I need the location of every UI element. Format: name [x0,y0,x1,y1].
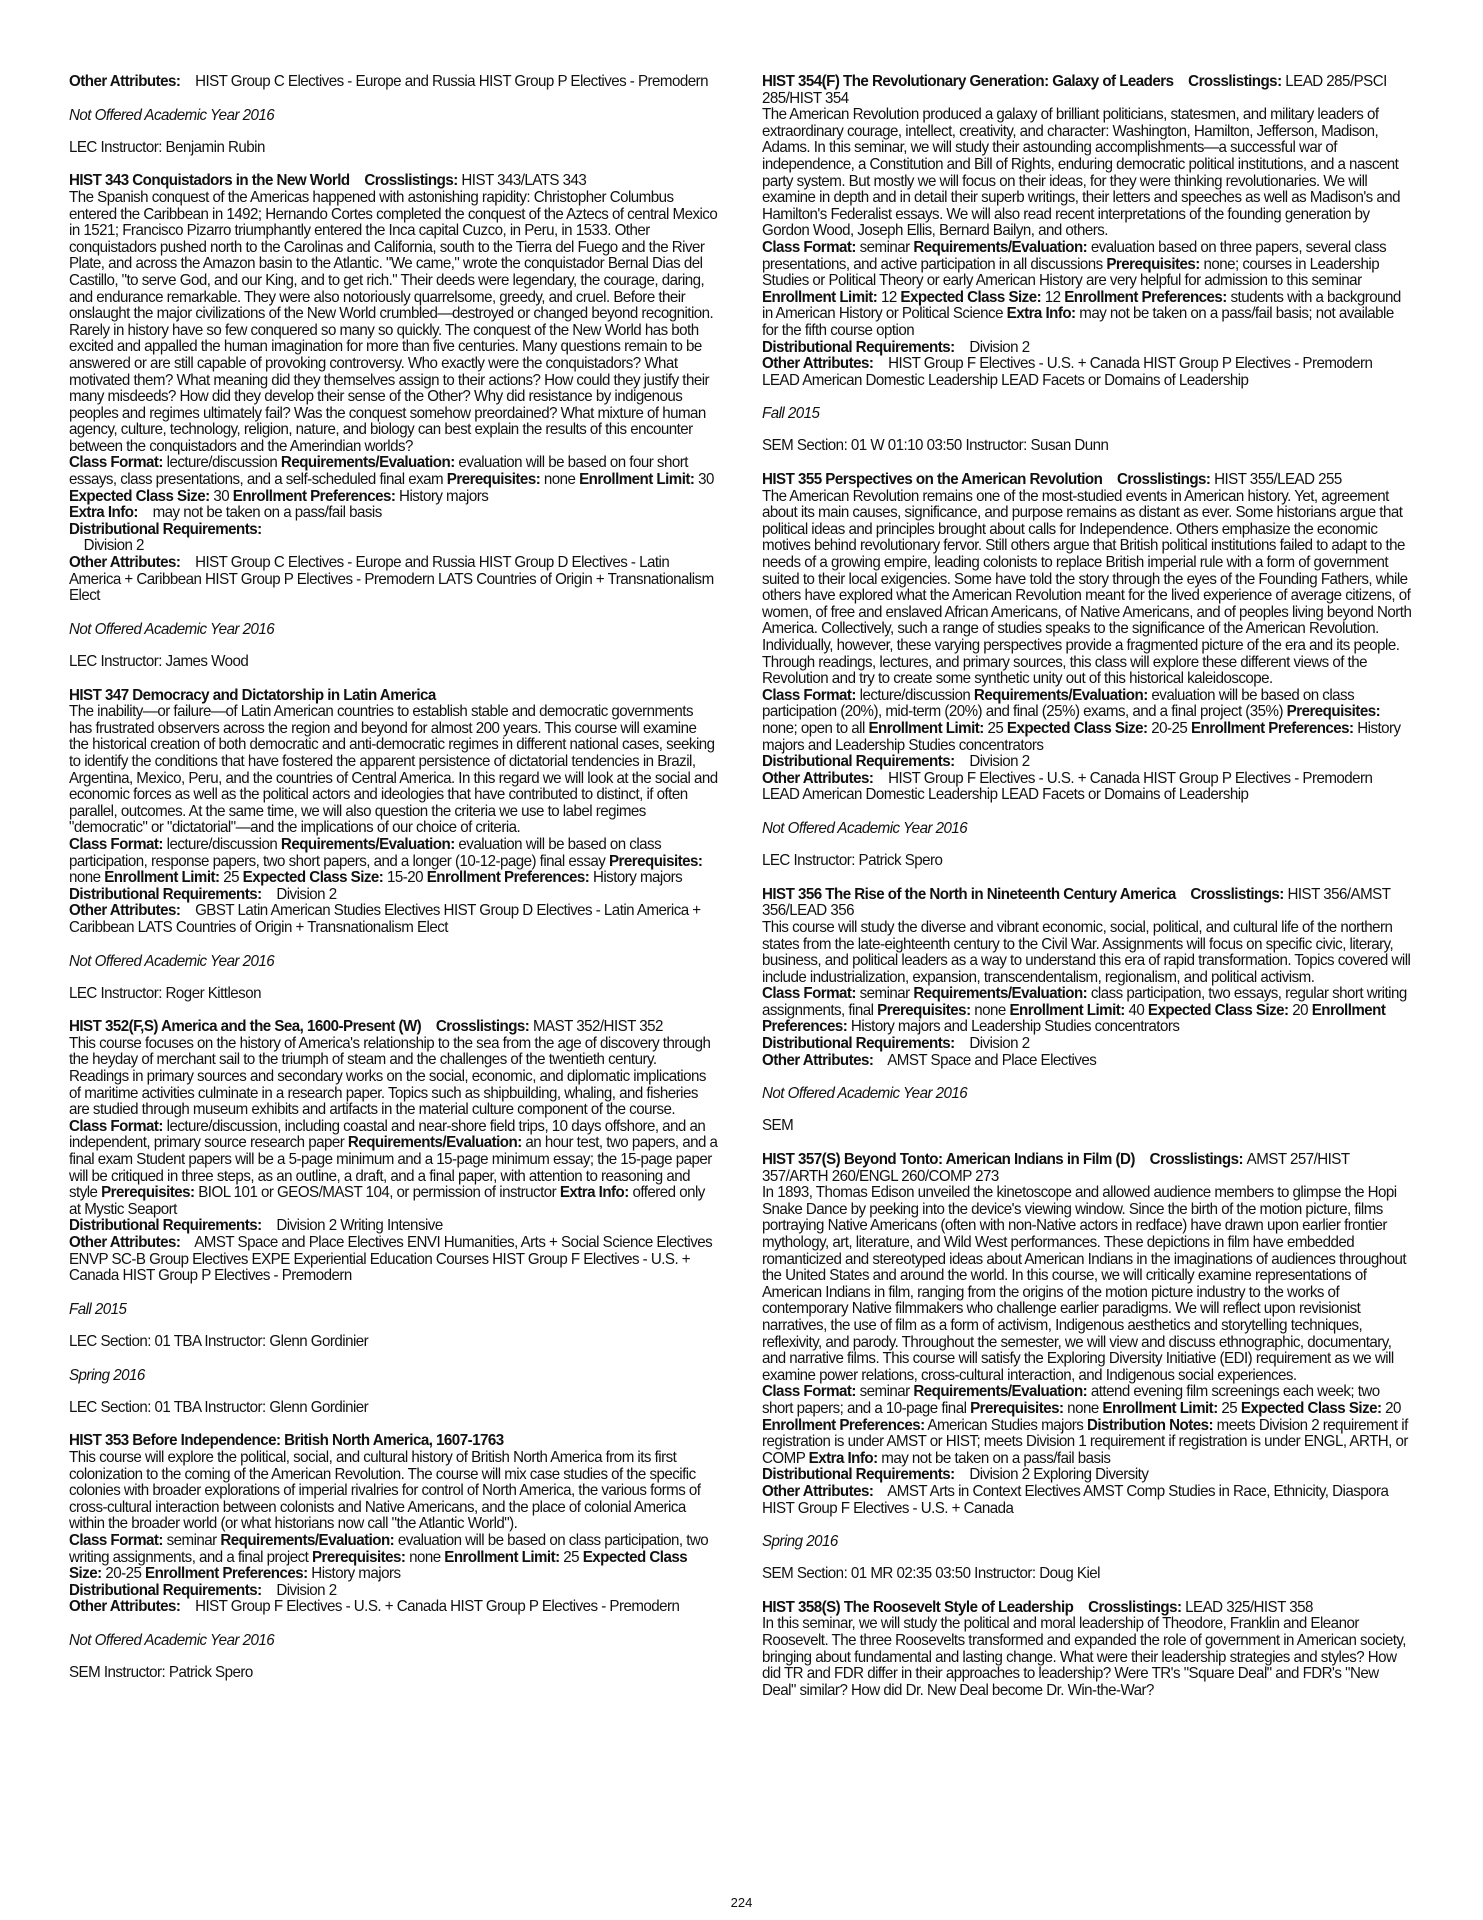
course-fields [762,1384,1412,1467]
course-title: HIST 347 Democracy and Dictatorship in Latin America [69,686,436,704]
field-label: Requirements/Evaluation: [280,454,455,472]
course-title: HIST 356 The Rise of the North in Nineteenth Century America [762,885,1176,903]
field-label: Prerequisites: [970,1399,1064,1417]
field-value: none [69,869,101,887]
field-label: Other Attributes: [69,1598,181,1616]
course-heading [762,1152,1412,1185]
crosslistings-label: Crosslistings: [364,172,458,190]
course-title: HIST 352(F,S) America and the Sea, 1600-Present (W) [69,1018,422,1036]
section-term: Fall 2015 [762,405,820,423]
section-line: SEM Instructor: Patrick Spero [69,1664,253,1682]
field-value: Division 2 Writing Intensive [276,1217,443,1235]
field-label: Expected Class Size: [1006,719,1148,737]
field-label: Distribution Notes: [1086,1416,1213,1434]
field-label: Prerequisites: [877,1001,971,1019]
field-value: 25 [223,869,239,887]
intro-block [69,74,719,91]
field-label: Enrollment Preferences: [762,1001,1386,1036]
field-value: lecture/discussion [166,835,278,853]
field-label: Class Format: [69,835,163,853]
field-label: Enrollment Preferences: [232,487,396,505]
field-label: Requirements/Evaluation: [347,1134,522,1152]
course-block [69,173,719,604]
field-value: Division 2 [969,1035,1030,1053]
field-label: Enrollment Preferences: [1064,288,1227,306]
field-value: History majors [592,869,683,887]
course-fields [69,455,719,505]
course-block [69,1433,719,1616]
field-value: lecture/discussion [859,686,971,704]
field-value: students with a background in American History or Political Science [762,288,1401,323]
field-label: Distributional Requirements: [69,520,262,538]
field-value: AMST Space and Place Electives [887,1051,1097,1069]
course-description: This course will study the diverse and vibrant economic, social, political, and cultural life of the northern states from the late-eighteenth century to the Civil War. Assignments will focus on specific civic, literary, business, and political leaders as a way to understand this era of rapid transformation. Topics covered will include industrialization, expansion, transcendentalism, regionalism, and political activism. [762,918,1411,986]
field-label: Prerequisites: [101,1184,195,1202]
course-extra-line [762,1467,1412,1484]
field-value: BIOL 101 or GEOS/MAST 104, or permission of instructor [198,1184,557,1202]
field-value: 30 [698,471,714,489]
course-extra-line [762,1484,1412,1517]
field-value: 20-25 [105,1565,142,1583]
course-extra-line [69,505,719,522]
field-value: may not be taken on a pass/fail basis; not available for the fifth course option [762,305,1394,339]
field-value: attend evening film screenings each week; two short papers; and a 10-page final [762,1383,1380,1417]
field-label: Enrollment Limit: [1102,1399,1218,1417]
field-value: 20-25 [1151,719,1188,737]
course-title: HIST 353 Before Independence: British North America, 1607-1763 [69,1432,504,1450]
field-value: HIST Group F Electives - U.S. + Canada HIST Group P Electives - Premodern LEAD American Domestic Leadership LEAD Facets or Domains of Leadership [762,769,1373,804]
field-label: Prerequisites: [446,471,541,489]
field-value: lecture/discussion [166,454,278,472]
course-block [762,887,1412,1070]
section-block [69,954,719,1003]
field-value: none [543,471,576,489]
field-label: Extra Info: [559,1184,629,1202]
field-label: Distributional Requirements: [762,1466,955,1484]
course-description: The American Revolution produced a galaxy of brilliant politicians, statesmen, and military leaders of extraordinary courage, intellect, creativity, and character: Washington, Hamilton, Jefferson, Madison, Adams. In this seminar, we will study their astounding accomplishments—a successful war of independence, a Constitution and Bill of Rights, enduring democratic political institutions, and a nascent party system. But mostly we will focus on their ideas, for they were thinking revolutionaries. We will examine in depth and in detail their superb writings, their letters and speeches as well as Madison's and Hamilton's Federalist essays. We will also read recent interpretations of the founding generation by Gordon Wood, Joseph Ellis, Bernard Bailyn, and others. [762,106,1401,240]
field-value: evaluation will be based on class participation, two writing assignments, and a final project [69,1531,709,1566]
field-label: Enrollment Preferences: [145,1565,308,1583]
course-fields [762,240,1412,340]
course-extra-line [69,1583,719,1600]
field-label: Distributional Requirements: [762,1035,955,1053]
field-label: Prerequisites: [1286,703,1381,721]
field-label: Class Format: [69,1117,163,1135]
field-label: Distributional Requirements: [69,885,262,903]
crosslistings-value: LEAD 285/PSCI 285/HIST 354 [762,73,1387,107]
course-extra-line [69,1235,719,1285]
field-label: Other Attributes: [69,554,181,572]
section-term: Spring 2016 [69,1366,145,1384]
field-value: seminar [166,1531,217,1549]
page-number: 224 [730,1895,753,1910]
field-value: may not be taken on a pass/fail basis [152,504,382,522]
course-block [762,74,1412,389]
course-fields [69,1533,719,1583]
section-line: LEC Instructor: Benjamin Rubin [69,138,265,156]
section-block [762,821,1412,870]
crosslistings-value: HIST 355/LEAD 255 [1214,471,1342,489]
course-extra-line [762,771,1412,804]
field-label: Other Attributes: [762,355,874,373]
field-label: Other Attributes: [762,1482,874,1500]
field-label: Distributional Requirements: [69,1581,262,1599]
section-block [69,1633,719,1682]
field-value: 40 [1128,1001,1145,1019]
field-value: none [409,1548,441,1566]
course-title: HIST 354(F) The Revolutionary Generation: Galaxy of Leaders [762,73,1174,90]
field-value: seminar [859,985,910,1003]
field-label: Requirements/Evaluation: [913,1383,1088,1401]
section-term: Not Offered Academic Year 2016 [69,620,275,638]
field-label: Prerequisites: [608,852,703,870]
section-block [69,622,719,671]
field-label: Expected Class Size: [242,869,384,887]
course-fields [69,837,719,887]
field-value: AMST Space and Place Electives ENVI Humanities, Arts + Social Science Electives ENVP SC-B Group Electives EXPE Experiential Education Courses HIST Group F Electives - U.S. + Canada HIST Group P Electives - Premodern [69,1234,713,1285]
field-value: none; courses in Leadership Studies or Political Theory or early American History are very helpful for admission to this seminar [762,255,1380,290]
field-value: an hour test, two papers, and a final exam Student papers will be a 5-page minimum and a 15-page minimum essay; the 15-page paper will be critiqued in three steps, as an outline, a draft, and a final paper, with attention to reasoning and style [69,1134,718,1202]
field-value: Division 2 [276,1581,337,1599]
field-label: Extra Info: [69,504,138,522]
field-label: Enrollment Limit: [762,288,878,306]
course-fields [762,986,1412,1036]
right-column [762,74,1412,1716]
field-label: Enrollment Preferences: [426,869,590,887]
course-heading [762,887,1412,920]
field-label: Other Attributes: [69,1234,181,1251]
field-label: Class Format: [69,454,163,472]
field-value: none [1067,1399,1099,1417]
field-label: Prerequisites: [311,1548,406,1566]
section-term: Not Offered Academic Year 2016 [69,106,275,124]
course-extra-line [762,1036,1412,1053]
course-heading [69,1019,719,1036]
field-value: Division 2 [83,537,144,555]
section-block [762,406,1412,455]
field-value: History majors [399,487,489,505]
course-heading [762,74,1412,107]
crosslistings-label: Crosslistings: [1149,1151,1243,1169]
field-value: 25 [987,719,1004,737]
course-fields [762,688,1412,754]
field-value: HIST Group F Electives - U.S. + Canada HIST Group P Electives - Premodern LEAD American Domestic Leadership LEAD Facets or Domains of Leadership [762,355,1373,389]
field-label: Class Format: [69,1531,163,1549]
course-extra-line [69,555,719,605]
course-description: The American Revolution remains one of the most-studied events in American history. Yet, agreement about its main causes, significance, and purpose remains as distant as ever. Some historians argue that political ideas and principles brought about calls for Independence. Others emphasize the economic motives behind revolutionary fervor. Still others argue that British political institutions failed to adapt to the needs of a growing empire, leading colonists to replace British imperial rule with a form of government suited to their local exigencies. Some have told the story through the eyes of the Founding Fathers, while others have explored what the American Revolution meant for the lived experience of average citizens, of women, of free and enslaved African Americans, of Native Americans, and of peoples living beyond North America. Collectively, such a range of studies speaks to the significance of the American Revolution. Individually, however, these varying perspectives provide a fragmented picture of the era and its people. Through readings, lectures, and primary sources, this class will explore these different views of the Revolution and try to create some synthetic unity out of this historical kaleidoscope. [762,487,1412,688]
course-description: The inability—or failure—of Latin American countries to establish stable and democratic governments has frustrated observers across the region and beyond for almost 200 years. This course will examine the historical creation of both democratic and anti-democratic regimes in different national cases, seeking to identify the conditions that have fostered the apparent persistence of dictatorial tendencies in Brazil, Argentina, Mexico, Peru, and the countries of Central America. In this regard we will look at the social and economic forces as well as the political actors and ideologies that have contributed to distinct, if often parallel, outcomes. At the same time, we will also question the criteria we use to label regimes "democratic" or "dictatorial"—and the implications of our choice of criteria. [69,703,718,837]
course-block [762,1152,1412,1517]
course-block [69,1019,719,1285]
course-extra-line [69,522,719,539]
field-label: Other Attributes: [762,1051,874,1069]
crosslistings-label: Crosslistings: [1088,1598,1182,1616]
field-value: none; open to all [762,719,865,737]
section-line: LEC Instructor: Roger Kittleson [69,984,261,1002]
course-title: HIST 343 Conquistadors in the New World [69,172,350,190]
section-term: Fall 2015 [69,1300,127,1318]
left-column [69,74,719,1699]
course-description: In 1893, Thomas Edison unveiled the kinetoscope and allowed audience members to glimpse the Hopi Snake Dance by peeking into the device's viewing window. Since the birth of the motion picture, films portraying Native Americans (often with non-Native actors in redface) have drawn upon earlier frontier mythology, art, literature, and Wild West performances. These depictions in film have embedded romanticized and stereotyped ideas about American Indians in the imaginations of audiences throughout the United States and around the world. In this course, we will critically examine representations of American Indians in film, ranging from the origins of the motion picture industry to the works of contemporary Native filmmakers who challenge earlier paradigms. We will reflect upon revisionist narratives, the use of film as a form of activism, Indigenous aesthetics and storytelling techniques, reflexivity, and parody. Throughout the semester, we will view and discuss ethnographic, documentary, and narrative films. This course will satisfy the Exploring Diversity Initiative (EDI) requirement as we will examine power relations, cross-cultural interaction, and Indigenous social experiences. [762,1184,1407,1384]
field-label: Prerequisites: [1106,255,1200,273]
field-value: 20 [1385,1399,1401,1417]
section-block [69,1368,719,1417]
field-value: Division 2 Exploring Diversity [969,1466,1149,1484]
field-value: 30 [213,487,230,505]
crosslistings-value: LEAD 325/HIST 358 [1185,1598,1313,1616]
field-label: Requirements/Evaluation: [220,1531,395,1549]
crosslistings-value: AMST 257/HIST 357/ARTH 260/ENGL 260/COMP 273 [762,1151,1350,1185]
field-label: Class Format: [762,1383,856,1401]
field-value: History majors and Leadership Studies concentrators [762,719,1401,754]
course-heading [69,688,719,705]
course-description: This course focuses on the history of America's relationship to the sea from the age of discovery through the heyday of merchant sail to the triumph of steam and the challenges of the twentieth century. Readings in primary sources and secondary works on the social, economic, and diplomatic implications of maritime activities culminate in a research paper. Topics such as shipbuilding, whaling, and fisheries are studied through museum exhibits and artifacts in the material culture component of the course. [69,1034,711,1119]
field-value: 15-20 [386,869,424,887]
field-value: evaluation based on three papers, several class presentations, and active participation in all discussions [762,238,1387,273]
field-label: Other Attributes: [762,769,874,787]
course-extra-line [762,356,1412,389]
field-value: may not be taken on a pass/fail basis [881,1449,1111,1467]
field-value: seminar [859,238,910,256]
field-value: Division 2 [276,885,337,903]
course-heading [69,1433,719,1450]
section-line: SEM Section: 01 W 01:10 03:50 Instructor: Susan Dunn [762,437,1109,455]
course-heading [69,173,719,190]
field-value: GBST Latin American Studies Electives HIST Group D Electives - Latin America + Caribbean LATS Countries of Origin + Transnationalism Elect [69,902,701,936]
section-line: SEM [762,1117,794,1135]
course-description: In this seminar, we will study the political and moral leadership of Theodore, Franklin and Eleanor Roosevelt. The three Roosevelts transformed and expanded the role of government in American society, bringing about fundamental and lasting change. What were their leadership strategies and styles? How did TR and FDR differ in their approaches to leadership? Were TR's "Square Deal" and FDR's "New Deal" similar? How did Dr. New Deal become Dr. Win-the-War? [762,1615,1406,1699]
section-block [69,1302,719,1351]
field-value: 12 [880,288,897,306]
field-value: HIST Group C Electives - Europe and Russia HIST Group D Electives - Latin America + Caribbean HIST Group P Electives - Premodern LATS Countries of Origin + Transnationalism Elect [69,554,714,605]
field-value: History majors [311,1565,401,1583]
course-extra-line [69,538,719,555]
field-value: History majors and Leadership Studies concentrators [850,1018,1180,1036]
field-label: Enrollment Limit: [868,719,984,737]
field-label: Enrollment Preferences: [1190,719,1354,737]
field-label: Enrollment Limit: [444,1548,560,1566]
section-block [762,1534,1412,1583]
field-value: American Studies majors [927,1416,1084,1434]
field-label: Class Format: [762,686,856,704]
field-label: Other Attributes: [69,902,181,920]
field-label: Requirements/Evaluation: [913,985,1088,1003]
section-term: Not Offered Academic Year 2016 [69,1631,275,1649]
field-value: 25 [563,1548,580,1566]
field-value: AMST Arts in Context Electives AMST Comp Studies in Race, Ethnicity, Diaspora HIST Group F Electives - U.S. + Canada [762,1482,1389,1517]
crosslistings-label: Crosslistings: [1190,885,1284,903]
field-value: offered only at Mystic Seaport [69,1184,705,1218]
field-value: meets Division 2 requirement if registration is under AMST or HIST; meets Division 1 requirement if registration is under ENGL, ARTH, or COMP [762,1416,1408,1467]
section-term: Spring 2016 [762,1533,838,1551]
field-value: evaluation will be based on class participation (20%), mid-term (20%) and final (25%) exams, and a final project (35%) [762,686,1355,721]
field-label: Other Attributes: [69,73,181,90]
field-label: Requirements/Evaluation: [280,835,455,853]
section-line: LEC Section: 01 TBA Instructor: Glenn Gordinier [69,1332,369,1350]
field-value: lecture/discussion, including coastal and near-shore field trips, 10 days offshore, and an independent, primary source research paper [69,1117,706,1152]
course-heading [762,1600,1412,1617]
field-value: HIST Group C Electives - Europe and Russia HIST Group P Electives - Premodern [195,73,709,90]
section-line: LEC Instructor: James Wood [69,653,249,670]
course-extra-line [762,340,1412,357]
course-title: HIST 358(S) The Roosevelt Style of Leadership [762,1598,1074,1616]
field-value: 25 [1221,1399,1238,1417]
field-label: Expected Class Size: [1147,1001,1289,1019]
field-value: Division 2 [969,753,1030,771]
field-label: Expected Class Size: [69,487,210,505]
field-label: Enrollment Limit: [579,471,695,489]
section-line: SEM Section: 01 MR 02:35 03:50 Instructor: Doug Kiel [762,1565,1100,1583]
crosslistings-label: Crosslistings: [435,1018,530,1036]
course-block [762,1600,1412,1700]
field-value: class participation, two essays, regular short writing assignments, final [762,985,1407,1019]
field-label: Extra Info: [808,1449,878,1467]
field-value: 12 [1044,288,1061,306]
field-label: Expected Class Size: [69,1548,688,1583]
field-label: Distributional Requirements: [762,338,955,356]
field-value: none [974,1001,1006,1019]
course-extra-line [69,887,719,904]
course-extra-line [762,754,1412,771]
field-label: Class Format: [762,238,856,256]
course-description: The Spanish conquest of the Americas happened with astonishing rapidity: Christopher Columbus entered the Caribbean in 1492; Hernando Cortes completed the conquest of the Aztecs of central Mexico in 1521; Francisco Pizarro triumphantly entered the Inca capital Cuzco, in Peru, in 1533. Other conquistadors pushed north to the Carolinas and California, south to the Tierra del Fuego and the River Plate, and across the Amazon basin to the Atlantic. "We came," wrote the conquistador Bernal Dias del Castillo, "to serve God, and our King, and to get rich." Their deeds were legendary, the courage, daring, and endurance remarkable. They were also notoriously quarrelsome, greedy, and cruel. Before their onslaught the major civilizations of the New World crumbled—destroyed or changed beyond recognition. Rarely in history have so few conquered so many so quickly. The conquest of the New World has both excited and appalled the human imagination for more than five centuries. Many questions remain to be answered or are still capable of provoking controversy. Who exactly were the conquistadors? What motivated them? What meaning did they themselves assign to their actions? How could they justify their many misdeeds? How did they develop their sense of the Other? Why did resistance by indigenous peoples and regimes ultimately fail? Was the conquest somehow preordained? What mixture of human agency, culture, technology, religion, nature, and biology can best explain the results of this encounter between the conquistadors and the Amerindian worlds? [69,188,718,455]
section-line: LEC Section: 01 TBA Instructor: Glenn Gordinier [69,1398,369,1416]
course-fields [69,1119,719,1219]
course-description: This course will explore the political, social, and cultural history of British North America from its first colonization to the coming of the American Revolution. The course will mix case studies of the specific colonies with broader explorations of imperial rivalries for control of North America, the various forms of cross-cultural interaction between colonists and Native Americans, and the place of colonial America within the broader world (or what historians now call "the Atlantic World"). [69,1448,701,1533]
field-value: HIST Group F Electives - U.S. + Canada HIST Group P Electives - Premodern [195,1598,680,1616]
field-label: Enrollment Preferences: [762,1416,925,1434]
section-term: Not Offered Academic Year 2016 [69,952,275,970]
course-title: HIST 355 Perspectives on the American Revolution [762,471,1103,489]
crosslistings-label: Crosslistings: [1117,471,1211,489]
field-label: Class Format: [762,985,856,1003]
section-block [762,1086,1412,1135]
section-term: Not Offered Academic Year 2016 [762,819,968,837]
course-block [69,688,719,937]
field-label: Distributional Requirements: [69,1217,262,1235]
field-label: Enrollment Limit: [1009,1001,1125,1019]
other-attributes-line [69,74,719,91]
field-value: evaluation will be based on class participation, response papers, two short papers, and a longer (10-12-page) final essay [69,835,662,870]
field-value: Division 2 [969,338,1030,356]
section-term: Not Offered Academic Year 2016 [762,1085,968,1103]
section-block [69,108,719,157]
field-value: 20 [1292,1001,1309,1019]
course-title: HIST 357(S) Beyond Tonto: American Indians in Film (D) [762,1151,1135,1169]
course-extra-line [69,1599,719,1616]
field-label: Expected Class Size: [900,288,1042,306]
course-extra-line [69,1218,719,1235]
field-label: Expected Class Size: [1240,1399,1382,1417]
course-extra-line [762,1053,1412,1070]
field-label: Requirements/Evaluation: [973,686,1148,704]
crosslistings-label: Crosslistings: [1188,73,1282,90]
course-extra-line [69,903,719,936]
field-value: evaluation will be based on four short essays, class presentations, and a self-scheduled final exam [69,454,688,489]
crosslistings-value: HIST 343/LATS 343 [461,172,587,190]
field-label: Distributional Requirements: [762,753,955,771]
field-label: Extra Info: [1006,305,1076,323]
course-heading [762,472,1412,489]
crosslistings-value: MAST 352/HIST 352 [532,1018,663,1036]
crosslistings-value: HIST 356/AMST 356/LEAD 356 [762,885,1391,920]
field-label: Requirements/Evaluation: [913,238,1088,256]
section-line: LEC Instructor: Patrick Spero [762,852,943,870]
field-value: seminar [859,1383,910,1401]
field-label: Enrollment Limit: [104,869,220,887]
course-block [762,472,1412,804]
